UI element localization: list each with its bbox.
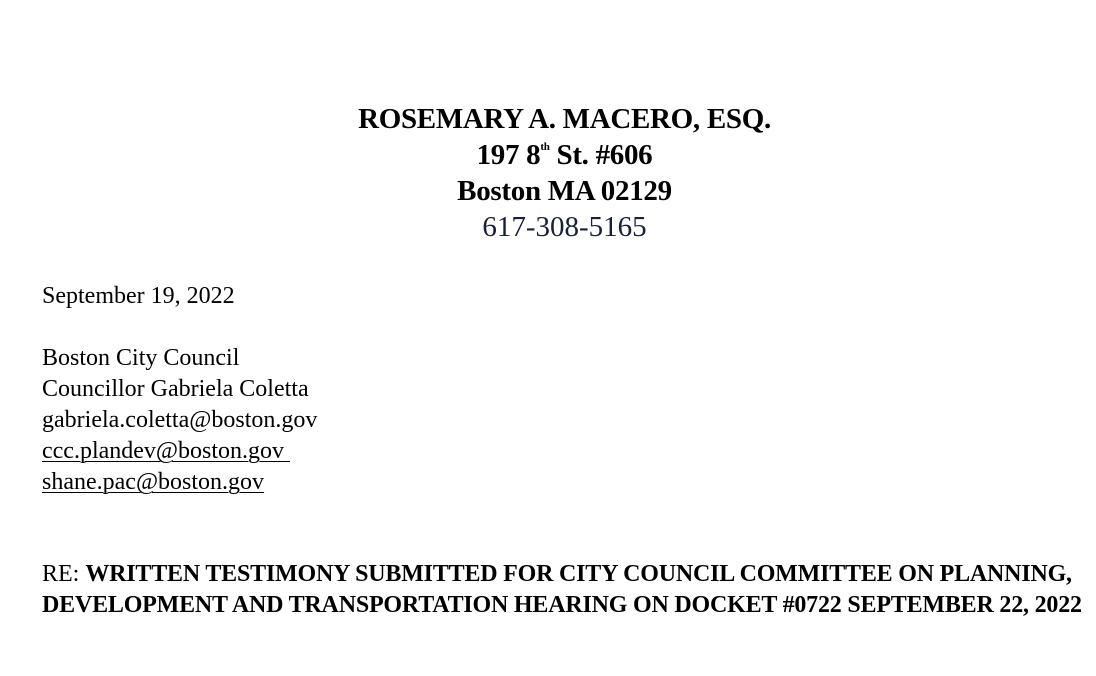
street-rest: St. #606 bbox=[549, 139, 653, 171]
street-ordinal: th bbox=[540, 141, 550, 153]
sender-city: Boston MA 02129 bbox=[457, 175, 672, 207]
recipient-block bbox=[42, 343, 317, 498]
recipient-email-link[interactable]: ccc.plandev@boston.gov bbox=[42, 438, 291, 464]
recipient-name: Councillor Gabriela Coletta bbox=[42, 376, 309, 402]
sender-street bbox=[0, 137, 1096, 173]
recipient-org: Boston City Council bbox=[42, 345, 240, 371]
sender-name: ROSEMARY A. MACERO, ESQ. bbox=[358, 103, 771, 135]
recipient-email: gabriela.coletta@boston.gov bbox=[42, 407, 318, 433]
street-number: 197 8 bbox=[476, 139, 541, 171]
subject-line bbox=[42, 559, 1082, 621]
sender-phone: 617-308-5165 bbox=[482, 211, 647, 243]
recipient-email-link[interactable]: shane.pac@boston.gov bbox=[42, 469, 265, 495]
subject-text: WRITTEN TESTIMONY SUBMITTED FOR CITY COUNCIL COMMITTEE ON PLANNING, DEVELOPMENT AND TRANSPORTATION HEARING ON DOCKET #0722 SEPTEMBER 22, 2022 bbox=[42, 561, 1082, 618]
letterhead bbox=[0, 101, 1096, 245]
subject-prefix: RE: bbox=[42, 561, 86, 587]
letter-date: September 19, 2022 bbox=[42, 283, 235, 309]
